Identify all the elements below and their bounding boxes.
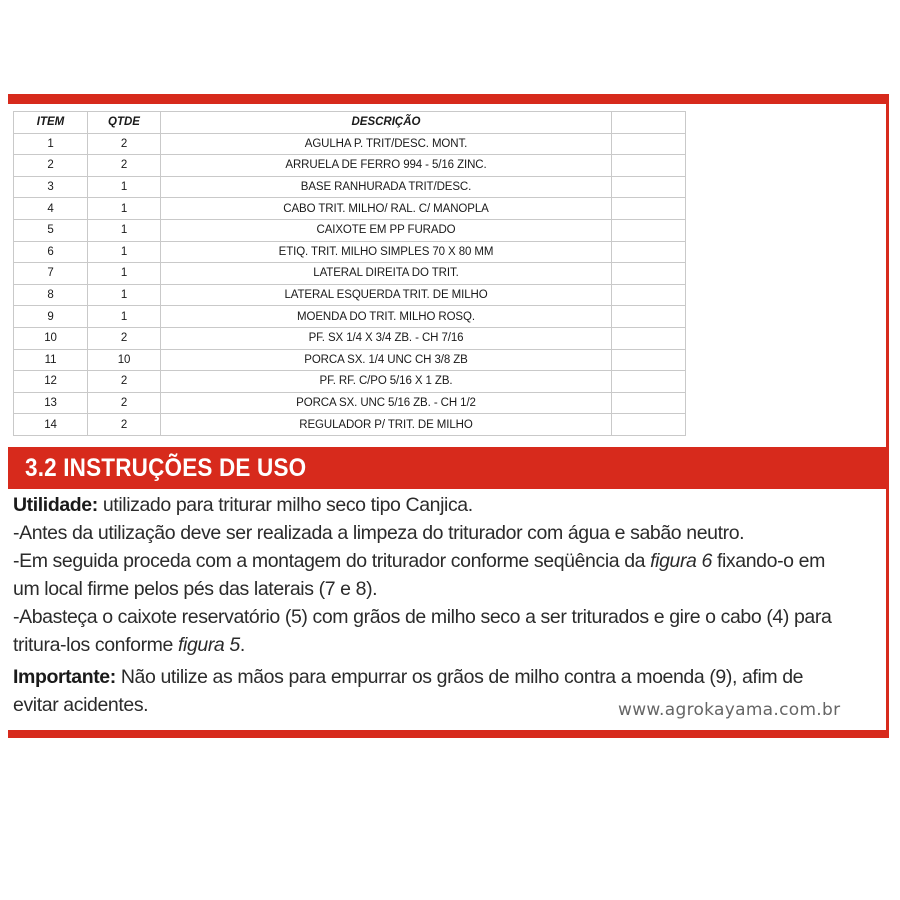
cell-item: 14 (14, 414, 88, 436)
table-row (14, 414, 686, 436)
instructions-text (13, 491, 843, 719)
cell-qtde: 2 (88, 414, 161, 436)
cell-descricao: LATERAL ESQUERDA TRIT. DE MILHO (161, 284, 612, 306)
cell-item: 6 (14, 241, 88, 263)
cell-item: 1 (14, 133, 88, 155)
table-row (14, 349, 686, 371)
table-row (14, 327, 686, 349)
cell-empty (612, 219, 686, 241)
cell-descricao: PORCA SX. UNC 5/16 ZB. - CH 1/2 (161, 392, 612, 414)
cell-qtde: 1 (88, 241, 161, 263)
cell-empty (612, 371, 686, 393)
cell-descricao: ETIQ. TRIT. MILHO SIMPLES 70 X 80 MM (161, 241, 612, 263)
instruction-line-2-text-end: fixando-o em um local firme pelos pés das laterais (7 e 8). (13, 550, 825, 600)
cell-qtde: 1 (88, 284, 161, 306)
table-row (14, 241, 686, 263)
cell-empty (612, 284, 686, 306)
cell-item: 4 (14, 198, 88, 220)
cell-descricao: PF. RF. C/PO 5/16 X 1 ZB. (161, 371, 612, 393)
table-row (14, 133, 686, 155)
cell-qtde: 2 (88, 392, 161, 414)
cell-item: 7 (14, 263, 88, 285)
bottom-red-bar (8, 730, 889, 738)
cell-descricao: AGULHA P. TRIT/DESC. MONT. (161, 133, 612, 155)
header-item: ITEM (14, 112, 88, 134)
table-row (14, 263, 686, 285)
instruction-line-3 (13, 603, 843, 659)
instruction-line-3-text-end: . (239, 634, 245, 656)
cell-qtde: 1 (88, 176, 161, 198)
utilidade-text: utilizado para triturar milho seco tipo Canjica. (97, 494, 473, 516)
table-row (14, 176, 686, 198)
instruction-line-3-text: -Abasteça o caixote reservatório (5) com grãos de milho seco a ser triturados e gire o cabo (4) para tritura-los conforme (13, 606, 832, 656)
cell-empty (612, 241, 686, 263)
cell-empty (612, 327, 686, 349)
cell-item: 12 (14, 371, 88, 393)
table-row (14, 155, 686, 177)
cell-item: 9 (14, 306, 88, 328)
cell-empty (612, 176, 686, 198)
cell-qtde: 10 (88, 349, 161, 371)
header-descricao: DESCRIÇÃO (161, 112, 612, 134)
instruction-line-1: -Antes da utilização deve ser realizada a limpeza do triturador com água e sabão neutro. (13, 522, 745, 544)
cell-qtde: 2 (88, 371, 161, 393)
cell-qtde: 1 (88, 263, 161, 285)
figure-5-ref: figura 5 (178, 634, 240, 656)
parts-table-body (14, 133, 686, 435)
utilidade-paragraph (13, 491, 843, 519)
instruction-line-2-text: -Em seguida proceda com a montagem do triturador conforme seqüência da (13, 550, 651, 572)
cell-qtde: 2 (88, 133, 161, 155)
cell-qtde: 1 (88, 219, 161, 241)
cell-empty (612, 155, 686, 177)
table-row (14, 198, 686, 220)
figure-6-ref: figura 6 (650, 550, 712, 572)
instruction-line-2 (13, 547, 843, 603)
cell-item: 11 (14, 349, 88, 371)
parts-table (13, 111, 686, 436)
top-red-bar (8, 94, 889, 104)
table-row (14, 284, 686, 306)
table-row (14, 392, 686, 414)
cell-item: 10 (14, 327, 88, 349)
cell-item: 5 (14, 219, 88, 241)
cell-descricao: BASE RANHURADA TRIT/DESC. (161, 176, 612, 198)
cell-empty (612, 349, 686, 371)
cell-descricao: CABO TRIT. MILHO/ RAL. C/ MANOPLA (161, 198, 612, 220)
cell-descricao: MOENDA DO TRIT. MILHO ROSQ. (161, 306, 612, 328)
cell-qtde: 2 (88, 155, 161, 177)
cell-qtde: 2 (88, 327, 161, 349)
cell-item: 3 (14, 176, 88, 198)
header-empty (612, 112, 686, 134)
cell-empty (612, 414, 686, 436)
header-qtde: QTDE (88, 112, 161, 134)
cell-item: 2 (14, 155, 88, 177)
cell-empty (612, 392, 686, 414)
table-header-row (14, 112, 686, 134)
cell-descricao: ARRUELA DE FERRO 994 - 5/16 ZINC. (161, 155, 612, 177)
section-title: 3.2 INSTRUÇÕES DE USO (25, 454, 307, 482)
cell-descricao: REGULADOR P/ TRIT. DE MILHO (161, 414, 612, 436)
cell-empty (612, 306, 686, 328)
cell-item: 13 (14, 392, 88, 414)
table-row (14, 219, 686, 241)
utilidade-label: Utilidade: (13, 494, 98, 516)
footer-url: www.agrokayama.com.br (618, 700, 841, 720)
table-row (14, 371, 686, 393)
cell-qtde: 1 (88, 306, 161, 328)
cell-descricao: CAIXOTE EM PP FURADO (161, 219, 612, 241)
importante-text: Não utilize as mãos para empurrar os grãos de milho contra a moenda (9), afim de evitar acidentes. (13, 666, 804, 716)
cell-empty (612, 133, 686, 155)
cell-qtde: 1 (88, 198, 161, 220)
cell-descricao: PORCA SX. 1/4 UNC CH 3/8 ZB (161, 349, 612, 371)
cell-item: 8 (14, 284, 88, 306)
cell-descricao: PF. SX 1/4 X 3/4 ZB. - CH 7/16 (161, 327, 612, 349)
cell-descricao: LATERAL DIREITA DO TRIT. (161, 263, 612, 285)
table-row (14, 306, 686, 328)
importante-label: Importante: (13, 666, 116, 688)
cell-empty (612, 263, 686, 285)
cell-empty (612, 198, 686, 220)
